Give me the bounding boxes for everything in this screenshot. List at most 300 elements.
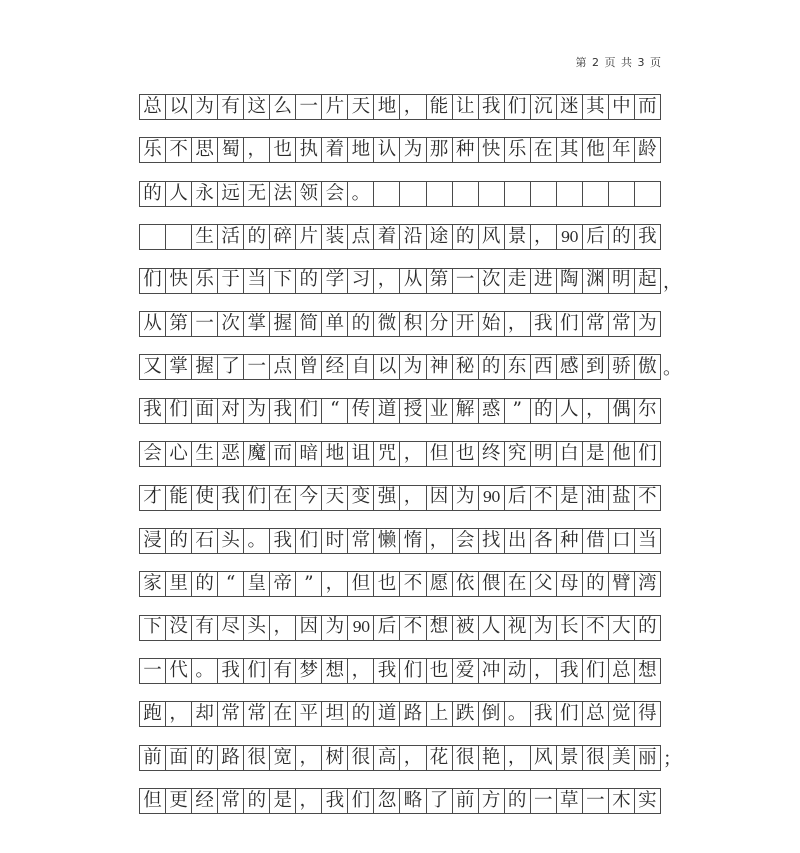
grid-cell: 想 <box>426 616 452 640</box>
grid-cell: 会 <box>452 529 478 553</box>
grid-band <box>139 745 661 771</box>
grid-cell: 地 <box>373 95 399 119</box>
grid-cell <box>530 182 556 206</box>
grid-cell: 了 <box>426 789 452 813</box>
grid-cell: 微 <box>373 312 399 336</box>
grid-cell: 人 <box>165 182 191 206</box>
grid-row <box>139 311 661 354</box>
grid-cell: 爱 <box>452 659 478 683</box>
grid-cell: 很 <box>452 746 478 770</box>
grid-cell: 我 <box>139 399 165 423</box>
grid-cell: 母 <box>556 572 582 596</box>
grid-band <box>139 398 661 424</box>
grid-cell: 后 <box>582 225 608 249</box>
grid-cell: 使 <box>191 486 217 510</box>
grid-row <box>139 701 661 744</box>
grid-cell: 那 <box>426 138 452 162</box>
grid-cell: ， <box>373 269 399 293</box>
grid-cell: 诅 <box>347 442 373 466</box>
grid-cell: 了 <box>217 355 243 379</box>
grid-cell: 很 <box>582 746 608 770</box>
grid-cell: 臂 <box>608 572 634 596</box>
grid-cell: ” <box>504 399 530 423</box>
grid-cell: 总 <box>608 659 634 683</box>
grid-cell: ， <box>269 616 295 640</box>
grid-cell: 他 <box>608 442 634 466</box>
grid-cell: 不 <box>634 486 661 510</box>
grid-cell: 第 <box>426 269 452 293</box>
grid-cell: 对 <box>217 399 243 423</box>
grid-cell: 的 <box>478 355 504 379</box>
grid-cell: 不 <box>530 486 556 510</box>
grid-cell: 种 <box>452 138 478 162</box>
grid-cell: 懒 <box>373 529 399 553</box>
grid-cell: 实 <box>634 789 661 813</box>
grid-cell: 不 <box>165 138 191 162</box>
grid-cell: 骄 <box>608 355 634 379</box>
grid-cell: 我 <box>217 659 243 683</box>
grid-cell: 视 <box>504 616 530 640</box>
grid-cell: 很 <box>243 746 269 770</box>
grid-cell: 到 <box>582 355 608 379</box>
grid-cell: 能 <box>426 95 452 119</box>
grid-cell: 在 <box>530 138 556 162</box>
grid-cell: 我 <box>634 225 661 249</box>
grid-cell: 一 <box>452 269 478 293</box>
grid-cell: 也 <box>452 442 478 466</box>
grid-cell: 方 <box>478 789 504 813</box>
grid-row <box>139 137 661 180</box>
grid-cell: 碎 <box>269 225 295 249</box>
grid-cell: 活 <box>217 225 243 249</box>
grid-cell: 头 <box>243 616 269 640</box>
grid-cell: 一 <box>243 355 269 379</box>
grid-cell: 乐 <box>139 138 165 162</box>
grid-cell: 着 <box>373 225 399 249</box>
grid-cell <box>373 182 399 206</box>
grid-cell: 当 <box>243 269 269 293</box>
grid-row <box>139 398 661 441</box>
grid-cell: 执 <box>295 138 321 162</box>
grid-cell: 经 <box>321 355 347 379</box>
grid-cell: 找 <box>478 529 504 553</box>
grid-cell: ， <box>165 702 191 726</box>
grid-cell: 沉 <box>530 95 556 119</box>
grid-cell: 为 <box>399 355 425 379</box>
grid-band <box>139 137 661 163</box>
grid-cell: 的 <box>634 616 661 640</box>
grid-cell: 片 <box>321 95 347 119</box>
grid-cell: 90 <box>478 486 504 510</box>
grid-cell: 也 <box>373 572 399 596</box>
grid-band <box>139 701 661 727</box>
grid-cell: 我 <box>373 659 399 683</box>
grid-cell: 倒 <box>478 702 504 726</box>
grid-cell: 年 <box>608 138 634 162</box>
grid-cell: 进 <box>530 269 556 293</box>
grid-cell <box>634 182 661 206</box>
grid-cell: 前 <box>452 789 478 813</box>
grid-cell: 常 <box>347 529 373 553</box>
grid-band <box>139 788 661 814</box>
grid-cell: 起 <box>634 269 661 293</box>
grid-cell: 咒 <box>373 442 399 466</box>
grid-row <box>139 571 661 614</box>
grid-cell <box>608 182 634 206</box>
grid-band <box>139 658 661 684</box>
grid-cell: 片 <box>295 225 321 249</box>
grid-cell: 思 <box>191 138 217 162</box>
grid-cell: 次 <box>217 312 243 336</box>
grid-cell: 这 <box>243 95 269 119</box>
grid-cell: 感 <box>556 355 582 379</box>
grid-cell: 在 <box>269 702 295 726</box>
grid-cell: 经 <box>191 789 217 813</box>
grid-cell: ， <box>399 746 425 770</box>
grid-cell <box>399 182 425 206</box>
grid-cell: 我 <box>556 659 582 683</box>
grid-band <box>139 441 661 467</box>
grid-cell: 不 <box>582 616 608 640</box>
page-number: 第 2 页 共 3 页 <box>575 56 662 69</box>
grid-cell: 装 <box>321 225 347 249</box>
grid-row <box>139 181 661 224</box>
grid-band <box>139 485 661 511</box>
grid-cell: 快 <box>165 269 191 293</box>
grid-cell: ， <box>321 572 347 596</box>
grid-cell: 积 <box>399 312 425 336</box>
grid-cell: 道 <box>373 399 399 423</box>
grid-cell: 口 <box>608 529 634 553</box>
grid-cell: 人 <box>556 399 582 423</box>
grid-cell: 让 <box>452 95 478 119</box>
grid-cell: 么 <box>269 95 295 119</box>
grid-cell: 是 <box>582 442 608 466</box>
grid-cell: 的 <box>243 225 269 249</box>
grid-cell: 丽 <box>634 746 661 770</box>
grid-cell: 愿 <box>426 572 452 596</box>
grid-cell: 依 <box>452 572 478 596</box>
grid-cell: 业 <box>426 399 452 423</box>
grid-cell: 我 <box>321 789 347 813</box>
grid-cell: 常 <box>582 312 608 336</box>
grid-cell: 第 <box>165 312 191 336</box>
grid-cell: 神 <box>426 355 452 379</box>
grid-cell: 为 <box>399 138 425 162</box>
grid-row <box>139 94 661 137</box>
grid-cell: 们 <box>556 702 582 726</box>
grid-cell: 我 <box>530 702 556 726</box>
grid-cell: 人 <box>478 616 504 640</box>
grid-cell: 为 <box>452 486 478 510</box>
grid-row <box>139 485 661 528</box>
grid-cell: ， <box>504 312 530 336</box>
grid-cell: ， <box>504 746 530 770</box>
grid-cell: 们 <box>634 442 661 466</box>
grid-cell: 陶 <box>556 269 582 293</box>
grid-cell: 帝 <box>269 572 295 596</box>
grid-cell: 路 <box>217 746 243 770</box>
grid-cell: 尔 <box>634 399 661 423</box>
grid-cell: 他 <box>582 138 608 162</box>
grid-cell: 总 <box>139 95 165 119</box>
grid-cell: 90 <box>347 616 373 640</box>
grid-cell: 的 <box>347 312 373 336</box>
grid-cell: 不 <box>399 616 425 640</box>
grid-band <box>139 94 661 120</box>
grid-cell: 的 <box>165 529 191 553</box>
grid-cell: 们 <box>582 659 608 683</box>
grid-band <box>139 528 661 554</box>
grid-cell: 。 <box>191 659 217 683</box>
grid-row <box>139 788 661 831</box>
grid-cell: 宽 <box>269 746 295 770</box>
grid-cell: ， <box>399 95 425 119</box>
grid-cell: 父 <box>530 572 556 596</box>
grid-cell: 我 <box>478 95 504 119</box>
grid-cell: ， <box>347 659 373 683</box>
grid-cell: 终 <box>478 442 504 466</box>
grid-cell: 美 <box>608 746 634 770</box>
grid-cell: 浸 <box>139 529 165 553</box>
grid-cell: 学 <box>321 269 347 293</box>
grid-cell: 不 <box>399 572 425 596</box>
grid-cell: 惰 <box>399 529 425 553</box>
grid-cell: 景 <box>504 225 530 249</box>
grid-cell: 点 <box>347 225 373 249</box>
grid-cell: 乐 <box>504 138 530 162</box>
grid-cell: 们 <box>165 399 191 423</box>
grid-cell: 有 <box>191 616 217 640</box>
overflow-punctuation: ； <box>663 748 682 770</box>
grid-cell: 很 <box>347 746 373 770</box>
grid-cell: 跌 <box>452 702 478 726</box>
grid-cell: ” <box>295 572 321 596</box>
grid-cell: 单 <box>321 312 347 336</box>
grid-cell: 点 <box>269 355 295 379</box>
grid-cell: 生 <box>191 442 217 466</box>
grid-cell <box>452 182 478 206</box>
grid-cell: 跑 <box>139 702 165 726</box>
grid-band <box>139 615 661 641</box>
grid-cell: 今 <box>295 486 321 510</box>
grid-cell: 以 <box>373 355 399 379</box>
grid-cell: 无 <box>243 182 269 206</box>
grid-row <box>139 268 682 311</box>
grid-cell: 沿 <box>399 225 425 249</box>
grid-cell: 坦 <box>321 702 347 726</box>
grid-cell: 常 <box>217 789 243 813</box>
grid-cell <box>478 182 504 206</box>
grid-cell: 常 <box>243 702 269 726</box>
grid-cell: 风 <box>478 225 504 249</box>
grid-cell: 里 <box>165 572 191 596</box>
grid-cell: ， <box>530 225 556 249</box>
grid-cell: 略 <box>399 789 425 813</box>
grid-cell: 偶 <box>608 399 634 423</box>
grid-cell: 忽 <box>373 789 399 813</box>
grid-cell: 领 <box>295 182 321 206</box>
grid-cell: 总 <box>582 702 608 726</box>
grid-cell: 地 <box>321 442 347 466</box>
grid-cell: 才 <box>139 486 165 510</box>
grid-cell: 解 <box>452 399 478 423</box>
manuscript-grid <box>139 94 682 832</box>
grid-row <box>139 615 661 658</box>
grid-cell: 想 <box>634 659 661 683</box>
grid-cell: 梦 <box>295 659 321 683</box>
grid-cell: 想 <box>321 659 347 683</box>
grid-cell: 们 <box>295 399 321 423</box>
grid-cell: ， <box>582 399 608 423</box>
grid-cell: 各 <box>530 529 556 553</box>
grid-cell: 西 <box>530 355 556 379</box>
grid-cell: 油 <box>582 486 608 510</box>
grid-row <box>139 354 682 397</box>
grid-row <box>139 224 661 267</box>
grid-cell: 曾 <box>295 355 321 379</box>
grid-cell: 们 <box>139 269 165 293</box>
grid-cell: 湾 <box>634 572 661 596</box>
grid-cell: 在 <box>504 572 530 596</box>
grid-cell: 迷 <box>556 95 582 119</box>
grid-cell: 花 <box>426 746 452 770</box>
grid-cell: 白 <box>556 442 582 466</box>
grid-cell: 们 <box>556 312 582 336</box>
grid-cell: 下 <box>139 616 165 640</box>
grid-cell: 掌 <box>243 312 269 336</box>
grid-band <box>139 311 661 337</box>
grid-cell: 我 <box>269 529 295 553</box>
grid-cell: 为 <box>243 399 269 423</box>
grid-cell: 们 <box>243 659 269 683</box>
grid-cell: 面 <box>191 399 217 423</box>
grid-cell: 为 <box>530 616 556 640</box>
grid-cell: 但 <box>426 442 452 466</box>
overflow-punctuation: ， <box>663 271 682 293</box>
grid-cell: 东 <box>504 355 530 379</box>
grid-cell: 能 <box>165 486 191 510</box>
grid-cell: 乐 <box>191 269 217 293</box>
grid-cell: 天 <box>321 486 347 510</box>
grid-cell: 为 <box>321 616 347 640</box>
grid-cell: 长 <box>556 616 582 640</box>
overflow-punctuation: 。 <box>663 358 682 380</box>
grid-cell: 皇 <box>243 572 269 596</box>
grid-cell: ， <box>295 746 321 770</box>
grid-cell: 地 <box>347 138 373 162</box>
grid-cell: 是 <box>269 789 295 813</box>
grid-cell: 的 <box>191 746 217 770</box>
grid-cell: 的 <box>139 182 165 206</box>
grid-band <box>139 224 661 250</box>
grid-cell: 握 <box>191 355 217 379</box>
grid-cell: 。 <box>347 182 373 206</box>
grid-cell: 高 <box>373 746 399 770</box>
grid-cell: 的 <box>452 225 478 249</box>
grid-cell: 是 <box>556 486 582 510</box>
grid-cell: 着 <box>321 138 347 162</box>
grid-cell: 的 <box>530 399 556 423</box>
grid-cell: 的 <box>582 572 608 596</box>
grid-cell: 也 <box>269 138 295 162</box>
grid-band <box>139 354 661 380</box>
grid-cell: 会 <box>321 182 347 206</box>
grid-band <box>139 571 661 597</box>
grid-cell: 。 <box>504 702 530 726</box>
grid-cell: 变 <box>347 486 373 510</box>
grid-cell: 而 <box>634 95 661 119</box>
grid-cell: 开 <box>452 312 478 336</box>
grid-cell <box>556 182 582 206</box>
grid-cell: 觉 <box>608 702 634 726</box>
grid-cell: 当 <box>634 529 661 553</box>
grid-cell: 但 <box>347 572 373 596</box>
grid-cell: 次 <box>478 269 504 293</box>
grid-cell: 明 <box>608 269 634 293</box>
grid-cell: 偎 <box>478 572 504 596</box>
grid-cell: 途 <box>426 225 452 249</box>
grid-cell: 的 <box>347 702 373 726</box>
grid-row <box>139 528 661 571</box>
grid-row <box>139 658 661 701</box>
grid-cell: 家 <box>139 572 165 596</box>
grid-cell: 走 <box>504 269 530 293</box>
grid-cell <box>426 182 452 206</box>
grid-cell: 为 <box>634 312 661 336</box>
grid-cell: 的 <box>295 269 321 293</box>
grid-cell: 掌 <box>165 355 191 379</box>
grid-cell: 又 <box>139 355 165 379</box>
grid-cell: 认 <box>373 138 399 162</box>
grid-cell <box>504 182 530 206</box>
grid-cell <box>165 225 191 249</box>
grid-cell: 从 <box>399 269 425 293</box>
grid-cell: 从 <box>139 312 165 336</box>
grid-cell: 借 <box>582 529 608 553</box>
grid-cell: 于 <box>217 269 243 293</box>
grid-cell: 在 <box>269 486 295 510</box>
grid-cell: 更 <box>165 789 191 813</box>
grid-cell: 法 <box>269 182 295 206</box>
grid-cell: 而 <box>269 442 295 466</box>
grid-cell: 草 <box>556 789 582 813</box>
grid-cell: 以 <box>165 95 191 119</box>
grid-cell: 秘 <box>452 355 478 379</box>
grid-cell: 自 <box>347 355 373 379</box>
grid-cell: 惑 <box>478 399 504 423</box>
grid-cell: 一 <box>191 312 217 336</box>
grid-cell: 恶 <box>217 442 243 466</box>
grid-band <box>139 181 661 207</box>
grid-cell: 。 <box>243 529 269 553</box>
grid-cell <box>582 182 608 206</box>
grid-cell: 其 <box>556 138 582 162</box>
grid-cell: 天 <box>347 95 373 119</box>
grid-cell: 后 <box>504 486 530 510</box>
grid-cell: 木 <box>608 789 634 813</box>
grid-cell: 我 <box>217 486 243 510</box>
grid-cell: 其 <box>582 95 608 119</box>
grid-cell: 景 <box>556 746 582 770</box>
grid-cell: 风 <box>530 746 556 770</box>
grid-cell: 我 <box>530 312 556 336</box>
grid-cell: 却 <box>191 702 217 726</box>
grid-cell: 究 <box>504 442 530 466</box>
grid-cell: 授 <box>399 399 425 423</box>
grid-cell: 们 <box>399 659 425 683</box>
grid-cell: 远 <box>217 182 243 206</box>
